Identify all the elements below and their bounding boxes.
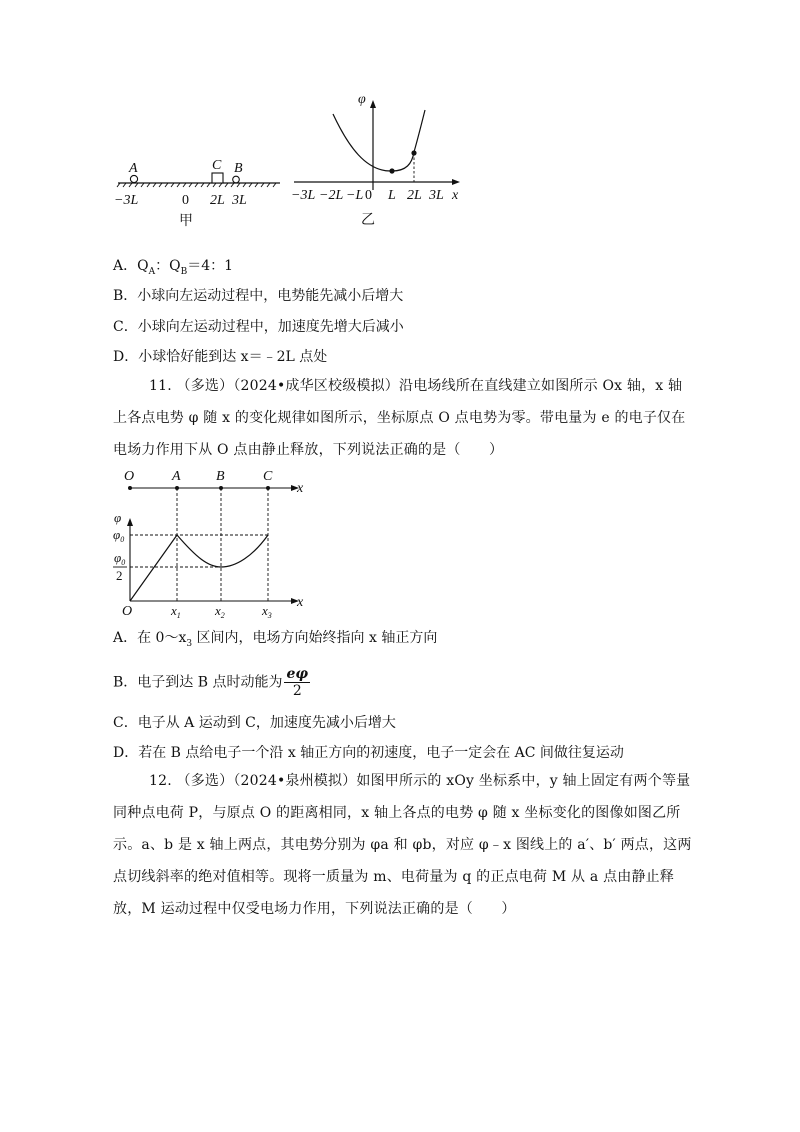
q11-half-den: 2 — [116, 568, 123, 583]
yi-y-arrow — [370, 100, 376, 108]
yi-point-2L — [411, 150, 416, 155]
q10-option-d: D．小球恰好能到达 x＝﹣2L 点处 — [113, 349, 328, 365]
q11-option-b: B．电子到达 B 点时动能为 $\frac{e\varphi}{2}$ — [113, 666, 309, 699]
label-b: B — [234, 161, 243, 176]
q10-option-a: A．$Q_A$：$Q_B=4$：1 — [113, 258, 234, 277]
yi-tick-neg3L: −3L — [291, 188, 316, 203]
yi-tick-2L: 2L — [407, 188, 422, 203]
q11-curve — [130, 535, 268, 601]
q11-label-o: O — [124, 469, 135, 484]
tick-neg3L: −3L — [114, 193, 139, 208]
q11-option-c: C．电子从 A 运动到 C，加速度先减小后增大 — [113, 715, 396, 731]
tick-0: 0 — [182, 193, 189, 208]
q11-origin-label: O — [122, 604, 133, 619]
q11-x-axis-label: x — [297, 595, 304, 610]
q11-option-d: D．若在 B 点给电子一个沿 x 轴正方向的初速度，电子一定会在 AC 间做往复运动 — [113, 745, 624, 761]
q11-stem: 11. （多选）（2024•成华区校级模拟）沿电场线所在直线建立如图所示 Ox 轴，x 轴上各点电势 φ 随 x 的变化规律如图所示，坐标原点 O 点电势为零。带电量为 e 的电子仅在电场力作用下从 O 点由静止释放，下列说法正确的是（ ） — [113, 378, 686, 458]
figure-jia — [108, 150, 288, 230]
caption-jia: 甲 — [179, 214, 193, 229]
tick-2L: 2L — [210, 193, 225, 208]
yi-point-L — [389, 168, 394, 173]
yi-tick-0: 0 — [365, 188, 372, 203]
q12-stem: 12. （多选）（2024•泉州模拟）如图甲所示的 xOy 坐标系中，y 轴上固定有两个等量同种点电荷 P，与原点 O 的距离相同，x 轴上各点的电势 φ 随 x 坐标变化的图像如图乙所示。a、b 是 x 轴上两点，其电势分别为 φa 和 φb，对应 φ﹣x 图线上的 a′、b′ 两点，这两点切线斜率的绝对值相等。现将一质量为 m、电荷量为 q 的正点电荷 M 从 a 点由静止释放，M 运动过程中仅受电场力作用，下列说法正确的是（ ） — [113, 773, 692, 917]
yi-tick-L: L — [388, 188, 396, 203]
yi-curve — [333, 110, 425, 171]
q11-figure — [108, 464, 308, 624]
q11-top-dot-o — [128, 486, 132, 490]
yi-x-label: x — [452, 188, 459, 203]
label-c: C — [212, 158, 222, 173]
yi-phi-label: φ — [358, 92, 366, 107]
q11-label-b: B — [216, 469, 225, 484]
tick-3L: 3L — [232, 193, 247, 208]
q11-label-top-x: x — [297, 481, 304, 496]
yi-tick-neg2L: −2L — [319, 188, 344, 203]
q10-option-c: C．小球向左运动过程中，加速度先增大后减小 — [113, 319, 404, 335]
q11-y-arrow — [127, 518, 133, 526]
q11-label-c: C — [263, 469, 273, 484]
yi-x-arrow — [452, 179, 460, 185]
ball-b — [233, 176, 240, 183]
q11-option-b-fraction: $\frac{e\varphi}{2}$ — [286, 666, 309, 699]
ball-a — [130, 175, 137, 182]
q11-label-a: A — [172, 469, 181, 484]
q11-phi-axis-label: φ — [114, 510, 122, 525]
figure-yi — [288, 86, 468, 236]
q10-option-b: B．小球向左运动过程中，电势能先减小后增大 — [113, 288, 404, 304]
q11-phi0-label: $\varphi_0$ — [113, 527, 125, 544]
yi-tick-3L: 3L — [429, 188, 444, 203]
caption-yi: 乙 — [361, 213, 375, 228]
q11-half-num: $\varphi_0$ — [114, 550, 126, 567]
yi-tick-negL: −L — [346, 188, 364, 203]
q11-x1-label: $x_1$ — [171, 603, 181, 620]
q11-option-a: A．在 $0\sim x_3$ 区间内，电场方向始终指向 x 轴正方向 — [113, 630, 438, 649]
q11-x2-label: $x_2$ — [215, 603, 225, 620]
block-c — [212, 173, 223, 183]
q11-x3-label: $x_3$ — [262, 603, 272, 620]
label-a: A — [129, 161, 138, 176]
